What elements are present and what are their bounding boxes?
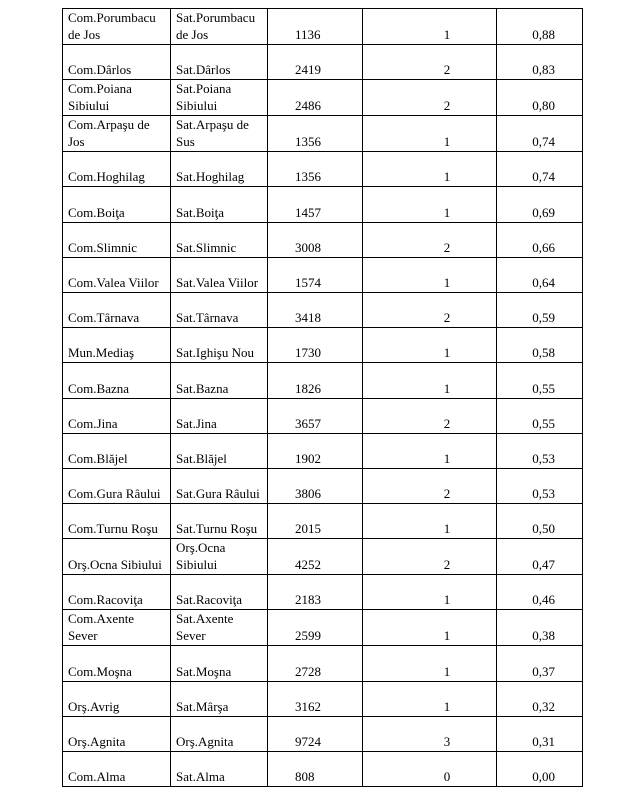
cell-text: Com.Gura Râului (68, 486, 161, 502)
cell-text: 2 (443, 239, 451, 255)
cell-text: Orş.Avrig (68, 698, 120, 714)
ratio-cell (497, 257, 583, 292)
count-cell (363, 363, 497, 398)
table-row (63, 539, 583, 575)
cell-text: Com.Boiţa (68, 204, 125, 220)
population-cell (268, 468, 363, 503)
cell-text: 1826 (295, 380, 321, 396)
village-cell (171, 363, 268, 398)
ratio-cell (497, 539, 583, 575)
village-cell (171, 116, 268, 152)
cell-text: 0,53 (532, 450, 555, 466)
village-cell (171, 187, 268, 222)
cell-text: 0,80 (532, 98, 555, 114)
cell-text: 3418 (295, 310, 321, 326)
municipality-cell (63, 152, 171, 187)
cell-text: Com.Dârlos (68, 62, 132, 78)
village-cell (171, 752, 268, 787)
population-cell (268, 575, 363, 610)
cell-text: 0,53 (532, 486, 555, 502)
municipality-cell (63, 80, 171, 116)
cell-text: 2 (443, 486, 451, 502)
cell-text: Sat.Moşna (176, 663, 232, 679)
cell-text: 0,32 (532, 698, 555, 714)
cell-text: 1 (443, 380, 451, 396)
cell-text: Com.Bazna (68, 380, 130, 396)
population-cell (268, 539, 363, 575)
cell-text: 9724 (295, 734, 321, 749)
table-row (63, 575, 583, 610)
village-cell (171, 716, 268, 751)
cell-text: 1457 (295, 204, 321, 220)
cell-text: Com.Jina (68, 415, 118, 431)
ratio-cell (497, 45, 583, 80)
cell-text: Mun.Mediaş (68, 345, 135, 361)
table-body (63, 9, 583, 787)
table-row (63, 681, 583, 716)
count-cell (363, 292, 497, 327)
cell-text: 0,46 (532, 592, 555, 608)
cell-text: Sat.Hoghilag (176, 169, 245, 185)
count-cell (363, 152, 497, 187)
ratio-cell (497, 363, 583, 398)
cell-text: Sat.Boiţa (176, 204, 225, 220)
cell-text: 0,47 (532, 557, 555, 573)
cell-text: 2419 (295, 62, 321, 78)
cell-text: Sat.Gura Râului (176, 486, 260, 502)
ratio-cell (497, 9, 583, 45)
count-cell (363, 45, 497, 80)
population-cell (268, 257, 363, 292)
cell-text: 2 (443, 415, 451, 431)
ratio-cell (497, 610, 583, 646)
count-cell (363, 468, 497, 503)
cell-text: Sat.Blăjel (176, 450, 227, 466)
cell-text: 0,88 (532, 27, 555, 42)
count-cell (363, 752, 497, 787)
municipality-cell (63, 575, 171, 610)
village-cell (171, 257, 268, 292)
table-row (63, 610, 583, 646)
cell-text: 1574 (295, 274, 321, 290)
cell-text: Sat.Poiana Sibiului (176, 81, 232, 114)
ratio-cell (497, 681, 583, 716)
population-cell (268, 398, 363, 433)
municipality-cell (63, 116, 171, 152)
village-cell (171, 646, 268, 681)
cell-text: 1 (443, 345, 451, 361)
cell-text: 0,74 (532, 169, 555, 185)
municipality-cell (63, 468, 171, 503)
cell-text: Sat.Jina (176, 415, 217, 431)
village-cell (171, 9, 268, 45)
cell-text: 1 (443, 204, 451, 220)
table-row (63, 363, 583, 398)
count-cell (363, 116, 497, 152)
cell-text: 1356 (295, 169, 321, 185)
table-row (63, 504, 583, 539)
village-cell (171, 152, 268, 187)
cell-text: 1356 (295, 134, 321, 150)
cell-text: Orş.Agnita (176, 734, 234, 749)
table-row (63, 292, 583, 327)
cell-text: 0,64 (532, 274, 555, 290)
population-cell (268, 716, 363, 751)
cell-text: 0 (443, 769, 451, 785)
ratio-cell (497, 752, 583, 787)
cell-text: Orş.Agnita (68, 734, 126, 749)
population-cell (268, 610, 363, 646)
cell-text: 2 (443, 98, 451, 114)
cell-text: Com.Slimnic (68, 239, 137, 255)
population-cell (268, 292, 363, 327)
count-cell (363, 398, 497, 433)
cell-text: Orş.Ocna Sibiului (176, 540, 226, 573)
cell-text: 0,69 (532, 204, 555, 220)
population-cell (268, 116, 363, 152)
population-cell (268, 9, 363, 45)
count-cell (363, 646, 497, 681)
cell-text: 2015 (295, 521, 321, 537)
table-row (63, 116, 583, 152)
village-cell (171, 45, 268, 80)
count-cell (363, 187, 497, 222)
municipality-cell (63, 646, 171, 681)
cell-text: Com.Blăjel (68, 450, 128, 466)
cell-text: 4252 (295, 557, 321, 573)
cell-text: Com.Valea Viilor (68, 274, 159, 290)
ratio-cell (497, 646, 583, 681)
cell-text: 0,37 (532, 663, 555, 679)
village-cell (171, 539, 268, 575)
ratio-cell (497, 187, 583, 222)
ratio-cell (497, 575, 583, 610)
cell-text: 3008 (295, 239, 321, 255)
table-row (63, 716, 583, 751)
cell-text: 0,83 (532, 62, 555, 78)
cell-text: 2 (443, 62, 451, 78)
ratio-cell (497, 222, 583, 257)
count-cell (363, 504, 497, 539)
municipality-cell (63, 328, 171, 363)
village-cell (171, 80, 268, 116)
cell-text: 1730 (295, 345, 321, 361)
village-cell (171, 610, 268, 646)
count-cell (363, 716, 497, 751)
population-cell (268, 646, 363, 681)
cell-text: 3162 (295, 698, 321, 714)
cell-text: Com.Turnu Roşu (68, 521, 158, 537)
village-cell (171, 398, 268, 433)
cell-text: 0,59 (532, 310, 555, 326)
village-cell (171, 222, 268, 257)
cell-text: 0,50 (532, 521, 555, 537)
village-cell (171, 328, 268, 363)
cell-text: 2 (443, 310, 451, 326)
population-cell (268, 433, 363, 468)
municipality-cell (63, 504, 171, 539)
table-row (63, 328, 583, 363)
municipality-cell (63, 9, 171, 45)
table-row (63, 45, 583, 80)
cell-text: Com.Axente Sever (68, 611, 135, 644)
cell-text: 0,00 (532, 769, 555, 785)
count-cell (363, 328, 497, 363)
ratio-cell (497, 468, 583, 503)
ratio-cell (497, 433, 583, 468)
cell-text: 808 (295, 769, 315, 785)
village-cell (171, 433, 268, 468)
cell-text: Com.Arpaşu de Jos (68, 117, 150, 150)
population-cell (268, 328, 363, 363)
population-cell (268, 363, 363, 398)
table-row (63, 9, 583, 45)
data-table (62, 8, 583, 787)
population-cell (268, 45, 363, 80)
table-row (63, 222, 583, 257)
count-cell (363, 257, 497, 292)
cell-text: 2728 (295, 663, 321, 679)
cell-text: Com.Moşna (68, 663, 132, 679)
cell-text: Sat.Racoviţa (176, 592, 243, 608)
cell-text: Sat.Turnu Roşu (176, 521, 258, 537)
count-cell (363, 80, 497, 116)
count-cell (363, 222, 497, 257)
table-row (63, 646, 583, 681)
village-cell (171, 504, 268, 539)
ratio-cell (497, 504, 583, 539)
cell-text: 1902 (295, 450, 321, 466)
cell-text: 0,55 (532, 380, 555, 396)
table-row (63, 752, 583, 787)
municipality-cell (63, 539, 171, 575)
cell-text: Com.Porumbacu de Jos (68, 10, 156, 42)
population-cell (268, 504, 363, 539)
cell-text: 0,38 (532, 628, 555, 644)
cell-text: 1 (443, 450, 451, 466)
municipality-cell (63, 610, 171, 646)
ratio-cell (497, 80, 583, 116)
ratio-cell (497, 292, 583, 327)
table-row (63, 398, 583, 433)
cell-text: Sat.Porumbacu de Jos (176, 10, 256, 42)
cell-text: Sat.Mârşa (176, 698, 229, 714)
cell-text: 3 (443, 734, 451, 749)
cell-text: 1 (443, 592, 451, 608)
cell-text: Sat.Slimnic (176, 239, 237, 255)
cell-text: Com.Poiana Sibiului (68, 81, 132, 114)
cell-text: Sat.Alma (176, 769, 225, 785)
cell-text: 2486 (295, 98, 321, 114)
municipality-cell (63, 681, 171, 716)
cell-text: 1 (443, 169, 451, 185)
table-row (63, 187, 583, 222)
cell-text: 0,74 (532, 134, 555, 150)
village-cell (171, 468, 268, 503)
municipality-cell (63, 187, 171, 222)
cell-text: Orş.Ocna Sibiului (68, 557, 162, 573)
count-cell (363, 575, 497, 610)
municipality-cell (63, 716, 171, 751)
municipality-cell (63, 752, 171, 787)
cell-text: 3806 (295, 486, 321, 502)
cell-text: 0,55 (532, 415, 555, 431)
cell-text: 1 (443, 27, 451, 42)
cell-text: Com.Alma (68, 769, 126, 785)
population-cell (268, 681, 363, 716)
cell-text: 1 (443, 134, 451, 150)
ratio-cell (497, 116, 583, 152)
cell-text: Com.Hoghilag (68, 169, 145, 185)
count-cell (363, 433, 497, 468)
village-cell (171, 575, 268, 610)
municipality-cell (63, 222, 171, 257)
cell-text: Sat.Valea Viilor (176, 274, 259, 290)
table-row (63, 152, 583, 187)
population-cell (268, 187, 363, 222)
municipality-cell (63, 257, 171, 292)
population-cell (268, 752, 363, 787)
cell-text: Com.Racoviţa (68, 592, 143, 608)
cell-text: Sat.Târnava (176, 310, 239, 326)
village-cell (171, 292, 268, 327)
municipality-cell (63, 433, 171, 468)
municipality-cell (63, 292, 171, 327)
table-row (63, 433, 583, 468)
table-row (63, 257, 583, 292)
cell-text: Sat.Bazna (176, 380, 229, 396)
population-cell (268, 80, 363, 116)
cell-text: 2183 (295, 592, 321, 608)
cell-text: 0,58 (532, 345, 555, 361)
municipality-cell (63, 398, 171, 433)
count-cell (363, 610, 497, 646)
village-cell (171, 681, 268, 716)
cell-text: 1 (443, 274, 451, 290)
cell-text: 3657 (295, 415, 321, 431)
cell-text: Com.Târnava (68, 310, 140, 326)
municipality-cell (63, 363, 171, 398)
cell-text: 0,66 (532, 239, 555, 255)
cell-text: Sat.Arpaşu de Sus (176, 117, 249, 150)
count-cell (363, 681, 497, 716)
ratio-cell (497, 716, 583, 751)
municipality-cell (63, 45, 171, 80)
ratio-cell (497, 152, 583, 187)
cell-text: Sat.Dârlos (176, 62, 231, 78)
ratio-cell (497, 398, 583, 433)
cell-text: 1136 (295, 27, 321, 42)
table-row (63, 80, 583, 116)
ratio-cell (497, 328, 583, 363)
cell-text: 2599 (295, 628, 321, 644)
table-row (63, 468, 583, 503)
cell-text: Sat.Axente Sever (176, 611, 234, 644)
cell-text: 2 (443, 557, 451, 573)
count-cell (363, 539, 497, 575)
population-cell (268, 222, 363, 257)
population-cell (268, 152, 363, 187)
cell-text: Sat.Ighişu Nou (176, 345, 254, 361)
count-cell (363, 9, 497, 45)
cell-text: 0,31 (532, 734, 555, 749)
cell-text: 1 (443, 521, 451, 537)
cell-text: 1 (443, 628, 451, 644)
cell-text: 1 (443, 663, 451, 679)
cell-text: 1 (443, 698, 451, 714)
